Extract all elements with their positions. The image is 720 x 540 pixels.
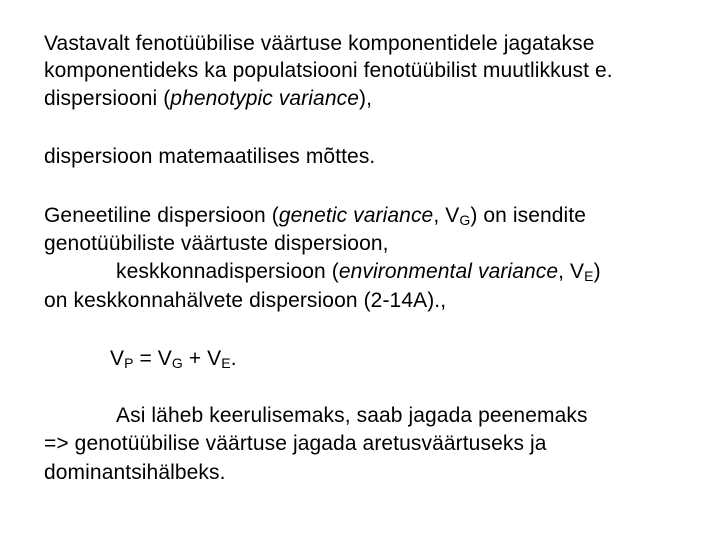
text-line xyxy=(44,232,389,256)
text: ), xyxy=(358,87,373,110)
equation xyxy=(110,347,237,371)
subscript: E xyxy=(221,355,231,371)
text-line xyxy=(116,404,588,428)
text: Vastavalt fenotüübilise väärtuse komponentidele jagatakse xyxy=(44,32,595,55)
text: . xyxy=(230,347,237,370)
text: dominantsihälbeks. xyxy=(44,461,226,484)
text: ) xyxy=(593,260,601,283)
text: = V xyxy=(133,347,172,370)
text: on keskkonnahälvete dispersioon (2-14A)., xyxy=(44,289,447,312)
text-line xyxy=(44,59,613,83)
subscript: E xyxy=(584,268,594,284)
italic-term: genetic variance xyxy=(278,204,434,227)
text-line xyxy=(116,260,601,284)
text-line xyxy=(44,461,226,485)
text: dispersiooni ( xyxy=(44,87,171,110)
italic-term: phenotypic variance xyxy=(170,87,359,110)
text-line xyxy=(44,32,595,56)
text-line xyxy=(44,145,375,169)
text-line xyxy=(44,204,586,228)
text: keskkonnadispersioon ( xyxy=(116,260,339,283)
text: genotüübiliste väärtuste dispersioon, xyxy=(44,232,389,255)
text: ) on isendite xyxy=(470,204,587,227)
text: , V xyxy=(558,260,585,283)
subscript: G xyxy=(459,212,471,228)
text: Asi läheb keerulisemaks, saab jagada peenemaks xyxy=(116,404,588,427)
text-line xyxy=(44,432,547,456)
text-line xyxy=(44,289,446,313)
text: + V xyxy=(182,347,222,370)
italic-term: environmental variance xyxy=(338,260,559,283)
text: , V xyxy=(433,204,460,227)
text: komponentideks ka populatsiooni fenotüübilist muutlikkust e. xyxy=(44,59,613,82)
subscript: G xyxy=(171,355,183,371)
text: => genotüübilise väärtuse jagada aretusväärtuseks ja xyxy=(44,432,547,455)
text: Geneetiline dispersioon ( xyxy=(44,204,279,227)
text: dispersioon matemaatilises mõttes. xyxy=(44,145,376,168)
subscript: P xyxy=(124,355,134,371)
text-line xyxy=(44,87,372,111)
text: V xyxy=(110,347,125,370)
